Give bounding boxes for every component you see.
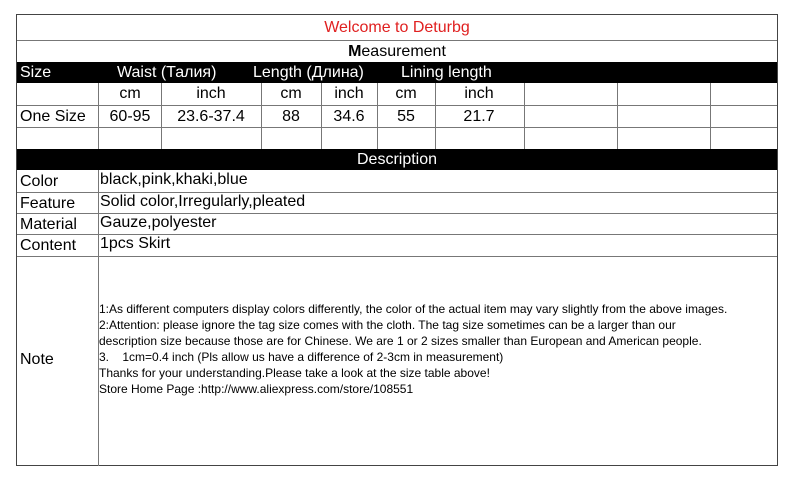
value-cell: 21.7 (463, 108, 495, 125)
grid-line (161, 83, 162, 149)
grid-line (17, 105, 777, 106)
waist-column-header: Waist (Талия) (117, 64, 217, 81)
note-line: 1:As different computers display colors differently, the color of the actual item may vary slightly from the above images. (99, 302, 728, 316)
grid-line (710, 83, 711, 149)
content-label: Content (20, 237, 77, 254)
note-text (99, 301, 777, 397)
feature-label: Feature (20, 195, 76, 212)
note-line: Store Home Page :http://www.aliexpress.com/store/108551 (99, 382, 414, 396)
grid-line (524, 83, 525, 149)
grid-line (435, 83, 436, 149)
note-line: 2:Attention: please ignore the tag size comes with the cloth. The tag size sometimes can be a larger than our (99, 318, 676, 332)
measurement-header-bar (17, 62, 777, 83)
note-line: description size because those are for Chinese. We are 1 or 2 sizes smaller than European and American people. (99, 334, 702, 348)
measurement-heading-rest: easurement (361, 43, 446, 60)
size-chart-sheet (16, 14, 778, 466)
note-label: Note (20, 351, 54, 368)
unit-cell: inch (464, 85, 494, 102)
value-cell: 55 (397, 108, 415, 125)
description-header-bar (17, 149, 777, 170)
unit-cell: inch (334, 85, 364, 102)
content-value: 1pcs Skirt (100, 235, 171, 252)
color-value: black,pink,khaki,blue (100, 171, 248, 188)
grid-line (377, 83, 378, 149)
unit-cell: cm (119, 85, 141, 102)
note-line: Thanks for your understanding.Please take a look at the size table above! (99, 366, 490, 380)
grid-line (17, 127, 777, 128)
length-column-header: Length (Длина) (253, 64, 364, 81)
value-cell: 34.6 (333, 108, 365, 125)
page-title: Welcome to Deturbg (324, 19, 470, 36)
description-heading: Description (356, 151, 438, 168)
grid-line (617, 83, 618, 149)
value-cell: 60-95 (109, 108, 151, 125)
unit-cell: cm (395, 85, 417, 102)
value-cell: 88 (282, 108, 300, 125)
material-value: Gauze,polyester (100, 214, 217, 231)
grid-line (98, 83, 99, 149)
value-cell: 23.6-37.4 (177, 108, 245, 125)
lining-column-header: Lining length (401, 64, 492, 81)
size-column-header: Size (20, 64, 52, 81)
note-line: 3. 1cm=0.4 inch (Pls allow us have a difference of 2-3cm in measurement) (99, 350, 504, 364)
grid-line (261, 83, 262, 149)
grid-line (17, 256, 777, 257)
grid-line (321, 83, 322, 149)
unit-cell: inch (196, 85, 226, 102)
feature-value: Solid color,Irregularly,pleated (100, 193, 306, 210)
measurement-heading (17, 41, 777, 62)
color-label: Color (20, 173, 59, 190)
measurement-heading-initial: M (348, 43, 362, 60)
size-row-label: One Size (20, 108, 86, 125)
material-label: Material (20, 216, 77, 233)
unit-cell: cm (280, 85, 302, 102)
